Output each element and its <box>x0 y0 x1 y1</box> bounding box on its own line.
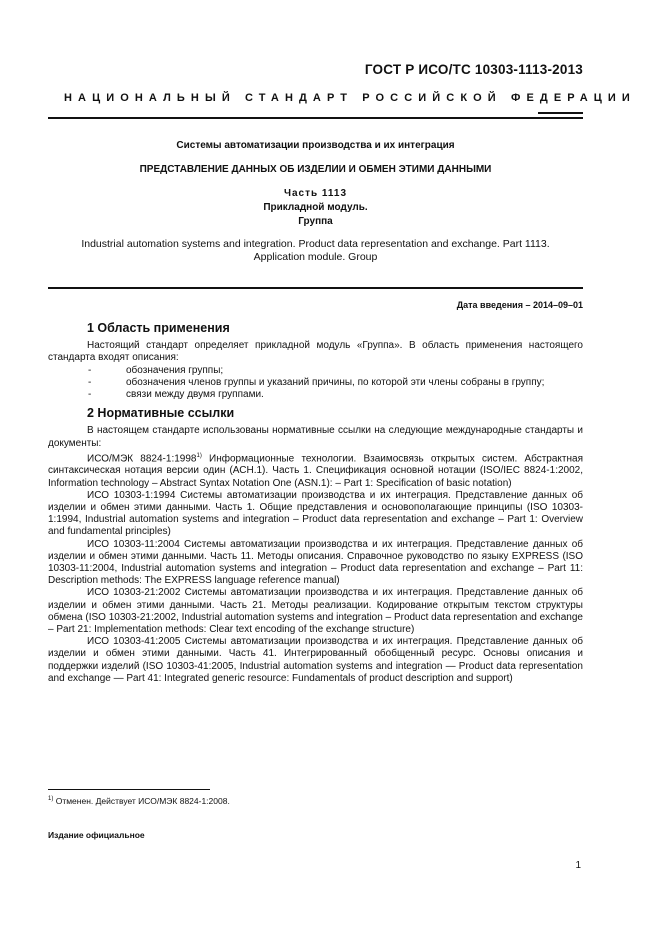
footnote-marker: 1) <box>196 452 202 459</box>
title-part: Часть 1113 <box>283 188 348 199</box>
section-2-heading: 2 Нормативные ссылки <box>87 406 235 421</box>
page-number: 1 <box>575 860 581 871</box>
list-dash: - <box>88 364 92 376</box>
list-dash: - <box>88 376 92 388</box>
list-item-text: обозначения группы; <box>126 364 224 376</box>
reference-item: ИСО 10303-21:2002 Системы автоматизации производства и их интеграция. Представление данных об изделии и обмен этими данными. Часть 21. Методы реализации. Кодирование открытым текстом структуры обмена (ISO 10303-21:2002, Industrial automation systems and integration – Product data representation and exchange – Part 21: Implementation methods: Clear text encoding of the exchange structure) <box>48 587 583 635</box>
title-module: Прикладной модуль. <box>263 202 368 213</box>
list-item <box>48 389 583 401</box>
reference-id: ИСО/МЭК 8824-1:1998 <box>87 453 197 465</box>
official-edition: Издание официальное <box>48 830 145 840</box>
introduction-date: Дата введения – 2014–09–01 <box>456 300 583 310</box>
footnote-marker: 1) <box>48 796 54 803</box>
reference-item: ИСО 10303-41:2005 Системы автоматизации производства и их интеграция. Представление данных об изделии и обмен этими данными. Часть 41. Интегрированный обобщенный ресурс. Основы описания и поддержки изделий (ISO 10303-41:2005, Industrial automation systems and integration — Product data representation and exchange — Part 41: Integrated generic resource: Fundamentals of product description and support) <box>48 636 583 684</box>
title-part-block <box>48 187 583 229</box>
reference-text: Информационные технологии. Взаимосвязь открытых систем. Абстрактная синтаксическая нотация версии один (АСН.1). Часть 1. Спецификация основной нотации (ISO/IEC 8824-1:2002, Information technology – Abstract Syntax Notation One (ASN.1): – Part 1: Specification of basic notation) <box>48 453 583 489</box>
footnote <box>48 796 230 806</box>
title-rule <box>48 287 583 289</box>
title-line-2: ПРЕДСТАВЛЕНИЕ ДАННЫХ ОБ ИЗДЕЛИИ И ОБМЕН ЭТИМИ ДАННЫМИ <box>139 164 492 175</box>
footnote-text: Отменен. Действует ИСО/МЭК 8824-1:2008. <box>53 796 230 806</box>
header-rule <box>48 117 583 119</box>
national-standard-banner: НАЦИОНАЛЬНЫЙ СТАНДАРТ РОССИЙСКОЙ ФЕДЕРАЦИИ <box>64 92 636 104</box>
section-1-intro: Настоящий стандарт определяет прикладной модуль «Группа». В область применения настоящего стандарта входят описания: <box>48 340 583 364</box>
section-1-heading: 1 Область применения <box>87 321 230 335</box>
header-accent-rule <box>538 112 583 114</box>
reference-item: ИСО 10303-11:2004 Системы автоматизации производства и их интеграция. Представление данных об изделии и обмен этими данными. Часть 11. Методы описания. Справочное руководство по языку EXPRESS (ISO 10303-11:2004, Industrial automation systems and integration – Product data representation and exchange – Part 11: Description methods: The EXPRESS language reference manual) <box>48 538 583 587</box>
title-line-1: Системы автоматизации производства и их интеграция <box>176 140 455 151</box>
reference-item: ИСО 10303-1:1994 Системы автоматизации производства и их интеграция. Представление данных об изделии и обмен этими данными. Часть 1. Общие представления и основополагающие принципы (ISO 10303-1:1994, Industrial automation systems and integration – Product data representation and exchange – Part 1: Overview and fundamental principles) <box>48 489 583 538</box>
list-item <box>48 377 583 389</box>
list-item-text: обозначения членов группы и указаний причины, по которой эти члены собраны в группу; <box>126 376 545 388</box>
list-dash: - <box>88 389 92 401</box>
title-english: Industrial automation systems and integration. Product data representation and exchange. Part 1113. Application module. Group <box>81 238 550 263</box>
document-code: ГОСТ Р ИСО/ТС 10303-1113-2013 <box>364 62 583 77</box>
section-2-intro: В настоящем стандарте использованы нормативные ссылки на следующие международные стандарты и документы: <box>48 425 583 449</box>
reference-item <box>48 450 583 490</box>
main-content <box>48 322 583 685</box>
list-item <box>48 365 583 377</box>
title-group: Группа <box>298 216 333 227</box>
footnote-rule <box>48 789 210 790</box>
list-item-text: связи между двумя группами. <box>126 389 264 401</box>
